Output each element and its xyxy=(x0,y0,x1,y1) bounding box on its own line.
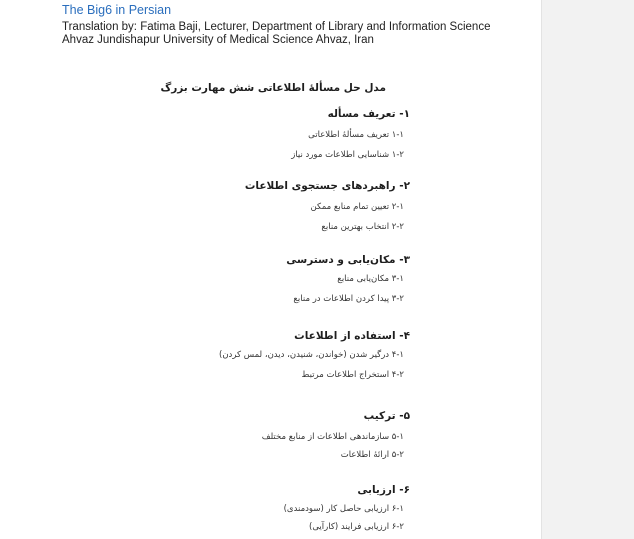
section-6-item-2: ۶-۲ ارزیابی فرایند (کارآیی) xyxy=(309,522,404,532)
section-6-item-1: ۶-۱ ارزیابی حاصل کار (سودمندی) xyxy=(283,504,404,514)
section-2-item-2: ۲-۲ انتخاب بهترین منابع xyxy=(321,222,404,232)
section-heading-6: ۶- ارزیابی xyxy=(357,484,410,496)
scanned-document xyxy=(110,74,410,539)
translator-credit: Translation by: Fatima Baji, Lecturer, Department of Library and Information Science xyxy=(62,21,491,33)
section-5-item-1: ۵-۱ سازماندهی اطلاعات از منابع مختلف xyxy=(261,432,404,442)
section-5-item-2: ۵-۲ ارائهٔ اطلاعات xyxy=(340,450,404,460)
section-3-item-1: ۳-۱ مکان‌یابی منابع xyxy=(337,274,404,284)
section-heading-4: ۴- استفاده از اطلاعات xyxy=(294,330,410,342)
section-2-item-1: ۲-۱ تعیین تمام منابع ممکن xyxy=(310,202,404,212)
section-1-item-1: ۱-۱ تعریف مسألهٔ اطلاعاتی xyxy=(308,130,404,140)
section-heading-2: ۲- راهبردهای جستجوی اطلاعات xyxy=(244,180,410,192)
document-title: مدل حل مسألهٔ اطلاعاتی شش مهارت بزرگ xyxy=(160,82,386,94)
translator-affiliation: Ahvaz Jundishapur University of Medical Science Ahvaz, Iran xyxy=(62,34,374,46)
big6-persian-link[interactable]: The Big6 in Persian xyxy=(62,3,172,17)
section-1-item-2: ۱-۲ شناسایی اطلاعات مورد نیاز xyxy=(291,150,404,160)
right-sidebar xyxy=(541,0,634,539)
section-4-item-2: ۴-۲ استخراج اطلاعات مرتبط xyxy=(301,370,404,380)
section-heading-3: ۳- مکان‌یابی و دسترسی xyxy=(286,254,410,266)
section-4-item-1: ۴-۱ درگیر شدن (خواندن، شنیدن، دیدن، لمس کردن) xyxy=(219,350,404,360)
section-heading-1: ۱- تعریف مسأله xyxy=(327,108,410,120)
section-3-item-2: ۳-۲ پیدا کردن اطلاعات در منابع xyxy=(293,294,404,304)
section-heading-5: ۵- ترکیب xyxy=(363,410,410,422)
